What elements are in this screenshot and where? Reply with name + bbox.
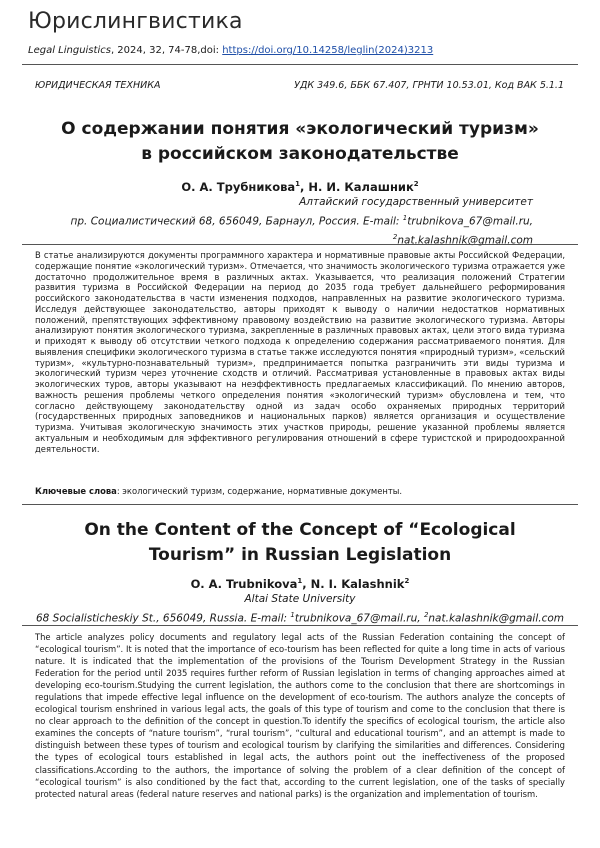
section-name: ЮРИДИЧЕСКАЯ ТЕХНИКА bbox=[35, 80, 161, 91]
author-name: N. I. Kalashnik bbox=[310, 577, 405, 591]
journal-citation-name: Legal Linguistics bbox=[28, 45, 111, 56]
article-title-en: On the Content of the Concept of “Ecological Tourism” in Russian Legislation bbox=[84, 520, 516, 565]
address-text: пр. Социалистический 68, 656049, Барнаул, Россия. E-mail: bbox=[70, 215, 403, 227]
keywords-text: : экологический туризм, содержание, нормативные документы. bbox=[116, 486, 403, 496]
article-title-ru: О содержании понятия «экологический туризм» в российском законодательстве bbox=[61, 119, 539, 164]
abstract-divider-top bbox=[22, 244, 578, 245]
email-link[interactable]: nat.kalashnik@gmail.com bbox=[397, 234, 533, 246]
section-divider bbox=[22, 504, 578, 505]
abstract-ru: В статье анализируются документы программного характера и нормативные правовые акты Российской Федерации, содержащие понятие «экологический туризм». Отмечается, что значимость экологического туризма отражается уже достаточно продолжительное время в различных актах. Указывается, что реализация положений Стратегии развития туризма в Российской Федерации на период до 2035 года требует дальнейшего реформирования российского законодательства в части изменения подходов, направленных на развитие экологического туризма. Исследуя действующее законодательство, авторы приходят к выводу о наличии недостатков нормативных положений, препятствующих эффективному правовому воздействию на развитие экологического туризма. Авторы анализируют понятия экологического туризма, закрепленные в различных правовых актах, цели этого вида туризма и приходят к выводу об отсутствии четкого подхода к определению содержания рассматриваемого понятия. Для выявления специфики экологического туризма в статье также исследуются понятия «природный туризм», «сельский туризм», «культурно-познавательный туризм», предпринимается попытка разграничить эти виды туризма и экологический туризм через уточнение сходств и отличий. Рассматривая установленные в правовых актах виды экологических туров, авторы указывают на неэффективность предлагаемых классификаций. По мнению авторов, важность решения проблемы четкого определения понятия «экологический туризм» обусловлена и тем, что согласно действующему законодательству одной из задач особо охраняемых природных территорий (государственных природных заповедников и национальных парков) является организация и осуществление туризма. Учитывая экологическую значимость этих участков природы, решение указанной проблемы является актуальным и необходимым для эффективного регулирования отношений в сфере туристской и природоохранной деятельности. bbox=[35, 250, 565, 454]
affiliation-block-ru bbox=[53, 195, 533, 249]
email-index: 2 bbox=[423, 610, 429, 619]
affiliation-email bbox=[53, 230, 533, 249]
address-text: 68 Socialisticheskiy St., 656049, Russia. E-mail: bbox=[35, 612, 291, 624]
author-name: О. А. Трубникова bbox=[181, 180, 296, 194]
author-separator: , bbox=[302, 577, 311, 591]
email-link[interactable]: trubnikova_67@mail.ru, bbox=[294, 612, 424, 624]
author-name: O. A. Trubnikova bbox=[190, 577, 298, 591]
author-index: 2 bbox=[404, 577, 410, 586]
author-separator: , bbox=[300, 180, 309, 194]
keywords-label: Ключевые слова bbox=[35, 486, 117, 496]
authors-en bbox=[0, 577, 600, 591]
author-index: 1 bbox=[295, 180, 301, 189]
author-name: Н. И. Калашник bbox=[308, 180, 414, 194]
doi-link[interactable]: https://doi.org/10.14258/leglin(2024)3213 bbox=[222, 45, 434, 56]
authors-ru bbox=[0, 180, 600, 194]
email-link[interactable]: nat.kalashnik@gmail.com bbox=[428, 612, 565, 624]
section-line bbox=[35, 80, 564, 91]
keywords bbox=[35, 486, 565, 497]
affiliation-address bbox=[53, 211, 533, 230]
affiliation-address bbox=[0, 608, 600, 627]
email-index: 2 bbox=[392, 232, 398, 241]
abstract-en-divider bbox=[22, 625, 578, 626]
affiliation-name: Алтайский государственный университет bbox=[299, 196, 533, 208]
header-divider bbox=[22, 64, 578, 65]
email-index: 1 bbox=[290, 610, 295, 619]
citation-details: , 2024, 32, 74-78,doi: bbox=[110, 45, 223, 56]
journal-title: Юрислингвистика bbox=[28, 9, 243, 34]
citation-line bbox=[28, 44, 576, 57]
author-index: 1 bbox=[297, 577, 303, 586]
author-index: 2 bbox=[413, 180, 419, 189]
affiliation-block-en bbox=[0, 592, 600, 627]
email-index: 1 bbox=[402, 213, 408, 222]
classification-codes: УДК 349.6, ББК 67.407, ГРНТИ 10.53.01, Код ВАК 5.1.1 bbox=[294, 80, 564, 91]
abstract-en: The article analyzes policy documents and regulatory legal acts of the Russian Federation containing the concept of “ecological tourism”. It is noted that the importance of eco-tourism has been reflected for quite a long time in acts of various nature. It is indicated that the implementation of the provisions of the Tourism Development Strategy in the Russian Federation for the period until 2035 requires further reform of Russian legislation in terms of changing approaches aimed at developing eco-tourism.Studying the current legislation, the authors come to the conclusion that there are shortcomings in regulations that impede effective legal influence on the development of eco-tourism. The authors analyze the concepts of ecological tourism enshrined in various legal acts, the goals of this type of tourism and come to the conclusion that there is no clear approach to the definition of the concept in question.To identify the specifics of ecological tourism, the article also examines the concepts of “nature tourism”, “rural tourism”, “cultural and educational tourism”, and an attempt is made to distinguish between these types of tourism and ecological tourism by clarifying the similarities and differences. Considering the types of ecological tours established in legal acts, the authors point out the ineffectiveness of the proposed classifications.According to the authors, the importance of solving the problem of a clear definition of the concept of “ecological tourism” is also conditioned by the fact that, according to the current legislation, one of the tasks of specially protected natural areas (federal nature reserves and national parks) is the organization and implementation of tourism. bbox=[35, 632, 565, 799]
email-link[interactable]: trubnikova_67@mail.ru, bbox=[407, 215, 533, 227]
affiliation-name: Altai State University bbox=[244, 593, 356, 605]
